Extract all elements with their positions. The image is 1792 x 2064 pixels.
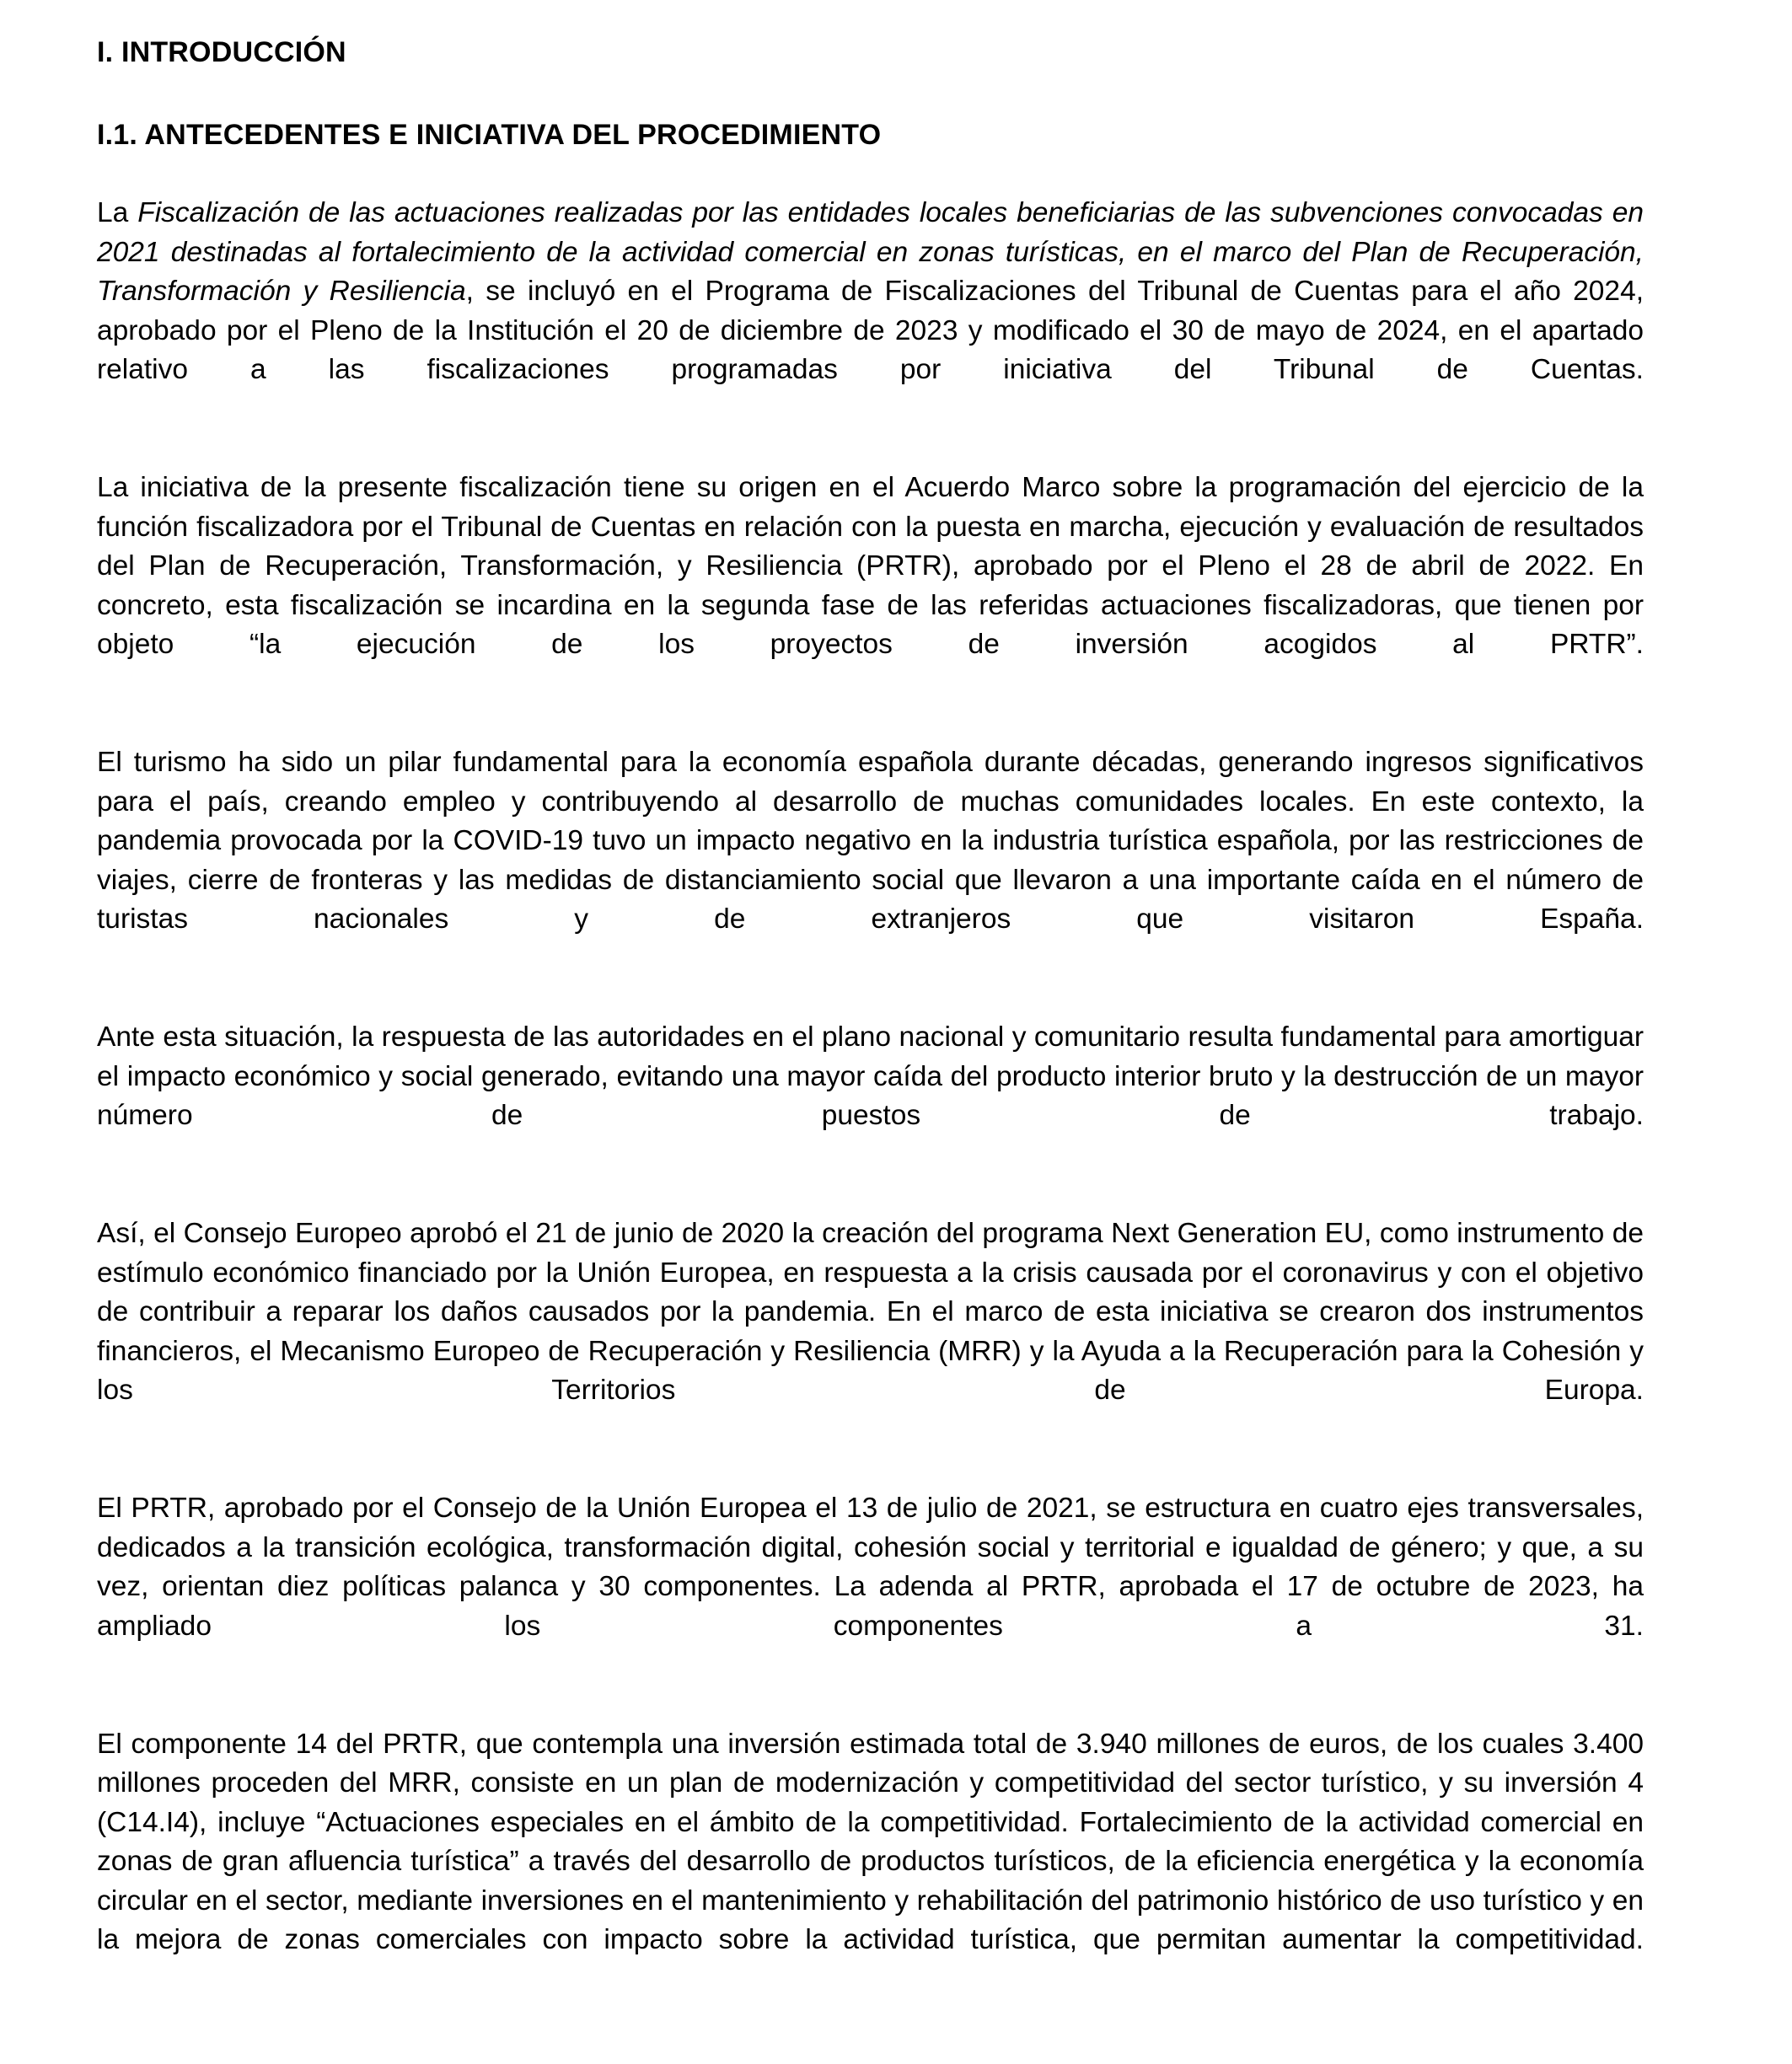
page-title: I. INTRODUCCIÓN: [97, 36, 346, 68]
paragraph-par-5: [97, 1175, 1644, 1450]
body-text: La iniciativa de la presente fiscalización tiene su origen en el Acuerdo Marco sobre la programación del ejercicio de la función fiscalizadora por el Tribunal de Cuentas en relación con la puesta en marcha, ejecución y evaluación de resultados del Plan de Recuperación, Transformación, y Resiliencia (PRTR), aprobado por el Pleno el 28 de abril de 2022. En concreto, esta fiscalización se incardina en la segunda fase de las referidas actuaciones fiscalizadoras, que tienen por objeto “la ejecución de los proyectos de inversión acogidos al PRTR”.: [97, 472, 1644, 661]
body-text: El turismo ha sido un pilar fundamental para la economía española durante décadas, generando ingresos significativos para el país, creando empleo y contribuyendo al desarrollo de muchas comunidades locales. En este contexto, la pandemia provocada por la COVID-19 tuvo un impacto negativo en la industria turística española, por las restricciones de viajes, cierre de fronteras y las medidas de distanciamiento social que llevaron a una importante caída en el número de turistas nacionales y de extranjeros que visitaron España.: [97, 747, 1644, 936]
emphasis-text: Fiscalización de las actuaciones realizadas por las entidades locales beneficiarias de las subvenciones convocadas en 2021 destinadas al fortalecimiento de la actividad comercial en zonas turísticas, en el marco del Plan de Recuperación, Transformación y Resiliencia: [97, 197, 1644, 308]
document-text-column: [97, 0, 1644, 1999]
paragraph-par-3: [97, 704, 1644, 978]
body-text: Así, el Consejo Europeo aprobó el 21 de junio de 2020 la creación del programa Next Generation EU, como instrumento de estímulo económico financiado por la Unión Europea, en respuesta a la crisis causada por el coronavirus y con el objetivo de contribuir a reparar los daños causados por la pandemia. En el marco de esta iniciativa se crearon dos instrumentos financieros, el Mecanismo Europeo de Recuperación y Resiliencia (MRR) y la Ayuda a la Recuperación para la Cohesión y los Territorios de Europa.: [97, 1218, 1644, 1407]
paragraph-par-2: [97, 429, 1644, 704]
body-text: La: [97, 197, 138, 229]
body-text: El PRTR, aprobado por el Consejo de la Unión Europea el 13 de julio de 2021, se estructura en cuatro ejes transversales, dedicados a la transición ecológica, transformación digital, cohesión social y territorial e igualdad de género; y que, a su vez, orientan diez políticas palanca y 30 componentes. La adenda al PRTR, aprobada el 17 de octubre de 2023, ha ampliado los componentes a 31.: [97, 1493, 1644, 1642]
paragraph-par-1: [97, 152, 1644, 429]
paragraph-par-6: [97, 1450, 1644, 1686]
paragraph-par-7: [97, 1686, 1644, 2000]
body-text: El componente 14 del PRTR, que contempla una inversión estimada total de 3.940 millones de euros, de los cuales 3.400 millones proceden del MRR, consiste en un plan de modernización y competitividad del sector turístico, y su inversión 4 (C14.I4), incluye “Actuaciones especiales en el ámbito de la competitividad. Fortalecimiento de la actividad comercial en zonas de gran afluencia turística” a través del desarrollo de productos turísticos, de la eficiencia energética y la economía circular en el sector, mediante inversiones en el mantenimiento y rehabilitación del patrimonio histórico de uso turístico y en la mejora de zonas comerciales con impacto sobre la actividad turística, que permitan aumentar la competitividad.: [97, 1728, 1644, 1956]
paragraph-par-4: [97, 978, 1644, 1175]
section-heading: I.1. ANTECEDENTES E INICIATIVA DEL PROCEDIMIENTO: [97, 119, 882, 152]
body-text: Ante esta situación, la respuesta de las autoridades en el plano nacional y comunitario resulta fundamental para amortiguar el impacto económico y social generado, evitando una mayor caída del producto interior bruto y la destrucción de un mayor número de puestos de trabajo.: [97, 1021, 1644, 1132]
body-text: , se incluyó en el Programa de Fiscalizaciones del Tribunal de Cuentas para el año 2024, aprobado por el Pleno de la Institución el 20 de diciembre de 2023 y modificado el 30 de mayo de 2024, en el apartado relativo a las fiscalizaciones programadas por iniciativa del Tribunal de Cuentas.: [97, 276, 1644, 386]
